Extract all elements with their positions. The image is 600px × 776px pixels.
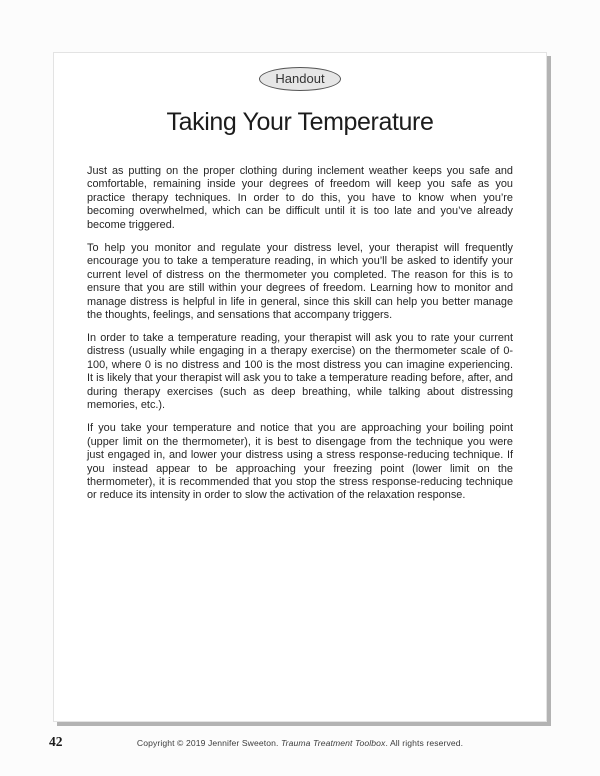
footer-copyright bbox=[0, 738, 600, 748]
body-paragraph-1: Just as putting on the proper clothing during inclement weather keeps you safe and comfortable, remaining inside your degrees of freedom will keep you safe as you practice therapy techniques. In order to do this, you have to know when you’re becoming overwhelmed, which can be difficult until it is too late and you’ve already become triggered. bbox=[87, 165, 513, 231]
body-paragraph-3: In order to take a temperature reading, your therapist will ask you to rate your current distress (usually while engaging in a therapy exercise) on the thermometer scale of 0-100, where 0 is no distress and 100 is the most distress you can imagine experiencing. It is likely that your therapist will ask you to take a temperature reading before, after, and during therapy exercises (such as deep breathing, while talking about distressing memories, etc.). bbox=[87, 331, 513, 412]
copyright-prefix: Copyright © 2019 Jennifer Sweeton. bbox=[136, 738, 281, 748]
body-paragraph-2: To help you monitor and regulate your distress level, your therapist will frequently encourage you to take a temperature reading, in which you’ll be asked to identify your current level of distress on the thermometer you completed. The reason for this is to ensure that you are still within your degrees of freedom. Learning how to monitor and manage distress is helpful in life in general, since this skill can help you better manage the thoughts, feelings, and sensations that accompany triggers. bbox=[87, 241, 513, 322]
handout-badge: Handout bbox=[259, 67, 341, 91]
body-text bbox=[87, 165, 513, 503]
page-footer bbox=[0, 734, 600, 754]
copyright-suffix: . All rights reserved. bbox=[385, 738, 464, 748]
footer-page-number: 42 bbox=[49, 734, 63, 749]
page-title: Taking Your Temperature bbox=[166, 108, 434, 136]
copyright-book-title: Trauma Treatment Toolbox bbox=[280, 738, 386, 748]
page-card bbox=[53, 52, 547, 722]
badge-row bbox=[54, 67, 546, 91]
body-paragraph-4: If you take your temperature and notice that you are approaching your boiling point (upper limit on the thermometer), it is best to disengage from the technique you were just engaged in, and lower your distress using a stress response-reducing technique. If you instead appear to be approaching your freezing point (lower limit on the thermometer), it is recommended that you stop the stress response-reducing technique or reduce its intensity in order to slow the activation of the relaxation response. bbox=[87, 422, 513, 502]
